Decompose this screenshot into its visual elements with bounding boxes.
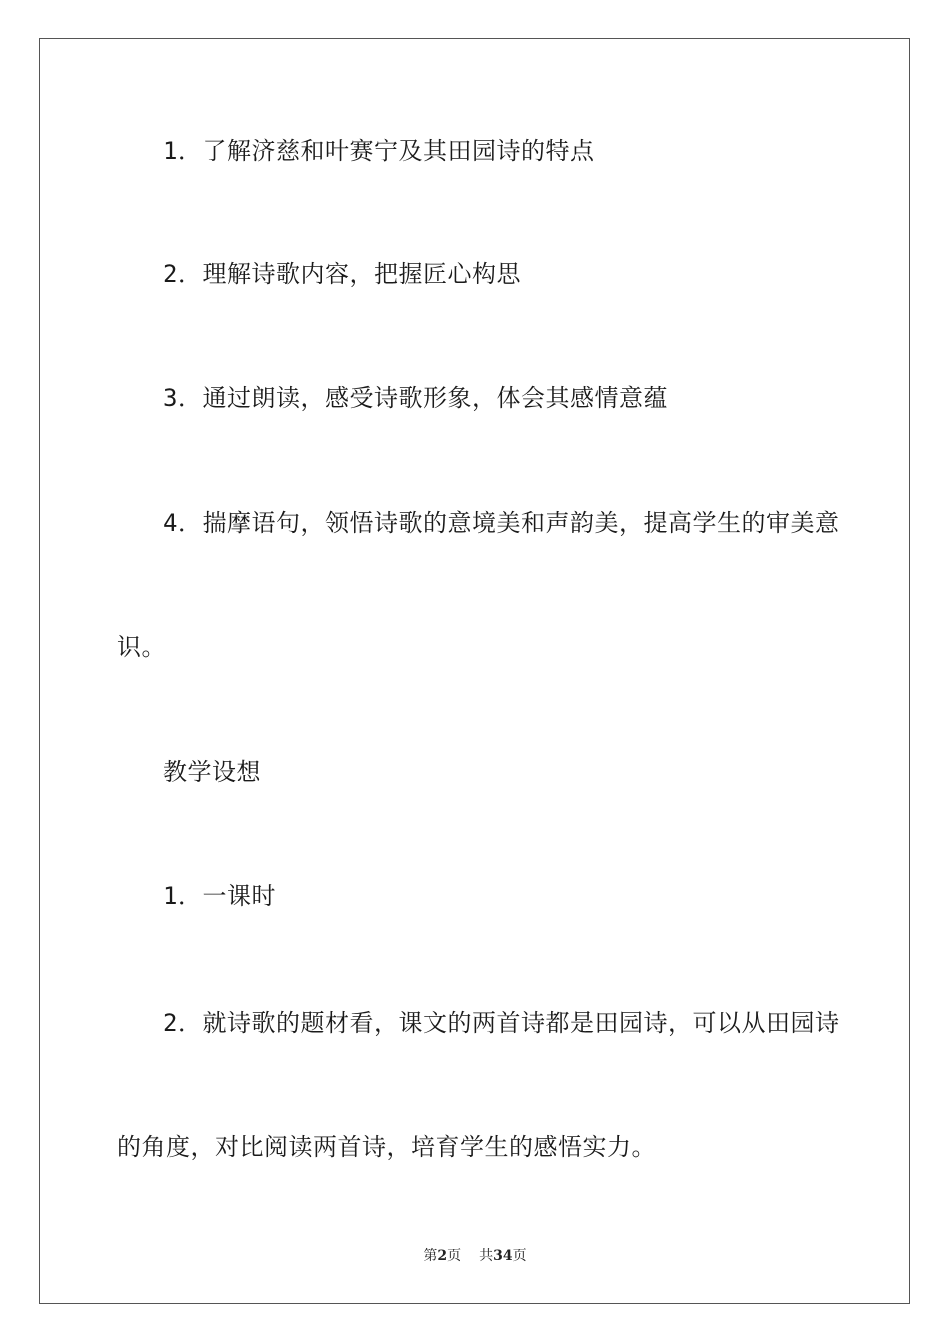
footer-total-pages: 34 <box>493 1248 513 1264</box>
footer-page-number: 2 <box>437 1248 448 1264</box>
idea-2-continuation: 的角度，对比阅读两首诗，培育学生的感悟实力。 <box>117 1133 656 1161</box>
idea-2: 2．就诗歌的题材看，课文的两首诗都是田园诗，可以从田园诗 <box>163 1009 840 1037</box>
page-footer <box>0 1247 950 1265</box>
footer-total-suffix: 页 <box>512 1248 527 1264</box>
objective-1: 1．了解济慈和叶赛宁及其田园诗的特点 <box>163 137 595 165</box>
objective-3: 3．通过朗读，感受诗歌形象，体会其感情意蕴 <box>163 384 668 412</box>
page-frame <box>39 38 910 1304</box>
footer-page-prefix: 第 <box>423 1248 438 1264</box>
footer-total-prefix: 共 <box>479 1248 494 1264</box>
footer-page-suffix: 页 <box>447 1248 462 1264</box>
objective-4: 4．揣摩语句，领悟诗歌的意境美和声韵美，提高学生的审美意 <box>163 509 840 537</box>
idea-1: 1．一课时 <box>163 882 276 910</box>
section-heading: 教学设想 <box>163 758 261 786</box>
objective-2: 2．理解诗歌内容，把握匠心构思 <box>163 260 521 288</box>
objective-4-continuation: 识。 <box>117 633 166 661</box>
